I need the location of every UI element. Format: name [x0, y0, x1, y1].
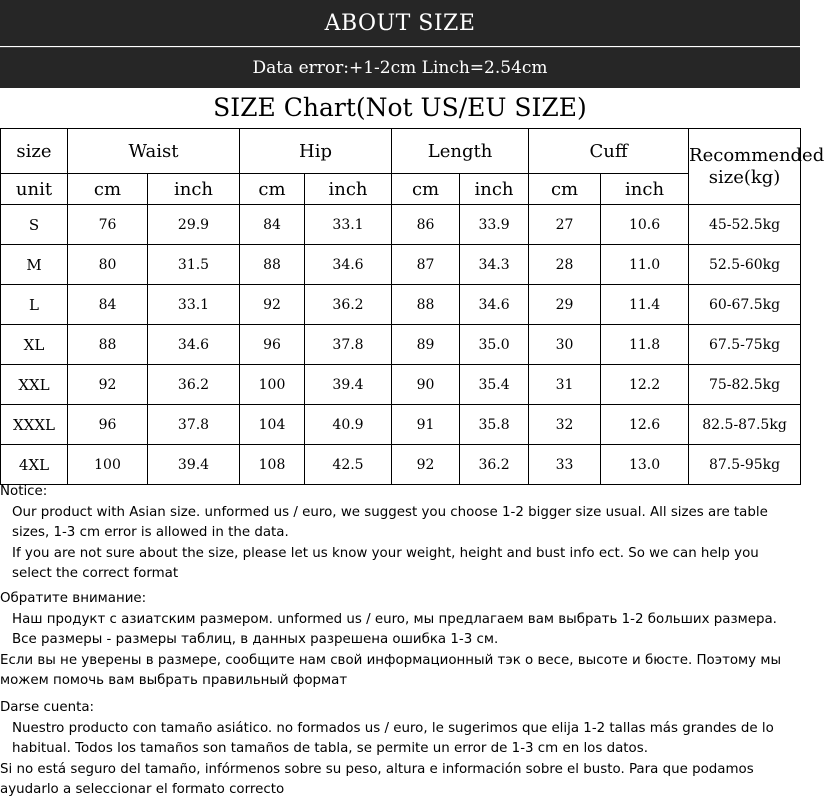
unit-length-inch: inch [460, 174, 529, 205]
header-waist: Waist [68, 129, 240, 174]
length-inch-cell: 36.2 [460, 445, 529, 485]
header-recommended [689, 129, 824, 205]
recommended-cell: 87.5-95kg [689, 445, 801, 485]
notice-paragraph: Nuestro producto con tamaño asiático. no formados us / euro, le sugerimos que elija 1-2 tallas más grandes de lo habitual. Todos los tamaños son tamaños de tabla, se permite un error de 1-3 cm en los datos. [12, 720, 774, 756]
notice-paragraph: Если вы не уверены в размере, сообщите нам свой информационный тэк о весе, высоте и бюсте. Поэтому мы можем помочь вам выбрать правильный формат [0, 652, 782, 688]
table-row [1, 245, 801, 285]
recommended-cell: 82.5-87.5kg [689, 405, 801, 445]
table-row [1, 445, 801, 485]
header-row-groups [1, 129, 801, 174]
data-error-note: Data error:+1-2cm Linch=2.54cm [0, 47, 800, 88]
length-inch-cell: 35.8 [460, 405, 529, 445]
size-cell: XXXL [1, 405, 68, 445]
waist-cm-cell: 84 [68, 285, 148, 325]
size-cell: S [1, 205, 68, 245]
waist-inch-cell: 34.6 [148, 325, 240, 365]
waist-cm-cell: 80 [68, 245, 148, 285]
notice-paragraph: Наш продукт с азиатским размером. unformed us / euro, мы предлагаем вам выбрать 1-2 больших размера. Все размеры - размеры таблиц, в данных разрешена ошибка 1-3 см. [12, 611, 777, 647]
unit-waist-inch: inch [148, 174, 240, 205]
recommended-cell: 45-52.5kg [689, 205, 801, 245]
size-chart-table [0, 128, 824, 485]
notice-heading: Обратите внимание: [0, 591, 147, 606]
table-row [1, 285, 801, 325]
waist-inch-cell: 33.1 [148, 285, 240, 325]
hip-inch-cell: 37.8 [305, 325, 392, 365]
hip-cm-cell: 104 [240, 405, 305, 445]
cuff-inch-cell: 13.0 [601, 445, 689, 485]
waist-cm-cell: 100 [68, 445, 148, 485]
cuff-inch-cell: 10.6 [601, 205, 689, 245]
hip-cm-cell: 108 [240, 445, 305, 485]
hip-inch-cell: 34.6 [305, 245, 392, 285]
unit-hip-inch: inch [305, 174, 392, 205]
recommended-cell: 75-82.5kg [689, 365, 801, 405]
header-unit: unit [1, 174, 68, 205]
cuff-inch-cell: 11.0 [601, 245, 689, 285]
length-cm-cell: 87 [392, 245, 460, 285]
notice-paragraph: If you are not sure about the size, please let us know your weight, height and bust info ect. So we can help you select the correct format [12, 545, 759, 581]
size-cell: XXL [1, 365, 68, 405]
hip-cm-cell: 92 [240, 285, 305, 325]
table-row [1, 365, 801, 405]
length-cm-cell: 90 [392, 365, 460, 405]
waist-cm-cell: 92 [68, 365, 148, 405]
length-cm-cell: 92 [392, 445, 460, 485]
waist-inch-cell: 36.2 [148, 365, 240, 405]
hip-inch-cell: 36.2 [305, 285, 392, 325]
length-inch-cell: 33.9 [460, 205, 529, 245]
table-row [1, 205, 801, 245]
notice-russian [0, 589, 790, 692]
hip-cm-cell: 84 [240, 205, 305, 245]
unit-waist-cm: cm [68, 174, 148, 205]
recommended-cell: 60-67.5kg [689, 285, 801, 325]
notice-paragraph: Si no está seguro del tamaño, infórmenos sobre su peso, altura e información sobre el busto. Para que podamos ayudarlo a seleccionar el formato correcto [0, 761, 754, 797]
notice-heading: Darse cuenta: [0, 700, 95, 715]
unit-hip-cm: cm [240, 174, 305, 205]
cuff-cm-cell: 30 [529, 325, 601, 365]
size-cell: XL [1, 325, 68, 365]
waist-inch-cell: 37.8 [148, 405, 240, 445]
length-cm-cell: 86 [392, 205, 460, 245]
table-row [1, 405, 801, 445]
length-inch-cell: 35.4 [460, 365, 529, 405]
header-row-units [1, 174, 801, 205]
unit-length-cm: cm [392, 174, 460, 205]
hip-cm-cell: 100 [240, 365, 305, 405]
cuff-inch-cell: 11.8 [601, 325, 689, 365]
waist-inch-cell: 31.5 [148, 245, 240, 285]
cuff-inch-cell: 12.6 [601, 405, 689, 445]
size-cell: M [1, 245, 68, 285]
hip-inch-cell: 42.5 [305, 445, 392, 485]
hip-cm-cell: 96 [240, 325, 305, 365]
unit-cuff-inch: inch [601, 174, 689, 205]
hip-inch-cell: 33.1 [305, 205, 392, 245]
header-hip: Hip [240, 129, 392, 174]
cuff-cm-cell: 33 [529, 445, 601, 485]
length-inch-cell: 34.6 [460, 285, 529, 325]
waist-cm-cell: 76 [68, 205, 148, 245]
recommended-cell: 52.5-60kg [689, 245, 801, 285]
notice-spanish [0, 698, 790, 801]
cuff-cm-cell: 32 [529, 405, 601, 445]
length-inch-cell: 35.0 [460, 325, 529, 365]
cuff-cm-cell: 29 [529, 285, 601, 325]
waist-inch-cell: 39.4 [148, 445, 240, 485]
length-inch-cell: 34.3 [460, 245, 529, 285]
size-cell: 4XL [1, 445, 68, 485]
hip-inch-cell: 40.9 [305, 405, 392, 445]
notice-paragraph: Our product with Asian size. unformed us / euro, we suggest you choose 1-2 bigger size usual. All sizes are table sizes, 1-3 cm error is allowed in the data. [12, 504, 768, 540]
length-cm-cell: 91 [392, 405, 460, 445]
header-recommended-label: Recommended [689, 144, 824, 166]
header-length: Length [392, 129, 529, 174]
waist-cm-cell: 88 [68, 325, 148, 365]
waist-inch-cell: 29.9 [148, 205, 240, 245]
table-row [1, 325, 801, 365]
length-cm-cell: 89 [392, 325, 460, 365]
cuff-inch-cell: 11.4 [601, 285, 689, 325]
cuff-cm-cell: 31 [529, 365, 601, 405]
notice-heading: Notice: [0, 484, 48, 499]
size-cell: L [1, 285, 68, 325]
length-cm-cell: 88 [392, 285, 460, 325]
hip-inch-cell: 39.4 [305, 365, 392, 405]
cuff-cm-cell: 27 [529, 205, 601, 245]
notice-english [0, 482, 790, 585]
recommended-cell: 67.5-75kg [689, 325, 801, 365]
header-recommended-unit: size(kg) [708, 166, 781, 188]
hip-cm-cell: 88 [240, 245, 305, 285]
cuff-cm-cell: 28 [529, 245, 601, 285]
unit-cuff-cm: cm [529, 174, 601, 205]
about-size-title: ABOUT SIZE [0, 0, 800, 46]
waist-cm-cell: 96 [68, 405, 148, 445]
cuff-inch-cell: 12.2 [601, 365, 689, 405]
size-chart-heading: SIZE Chart(Not US/EU SIZE) [213, 93, 587, 122]
header-size: size [1, 129, 68, 174]
header-cuff: Cuff [529, 129, 689, 174]
